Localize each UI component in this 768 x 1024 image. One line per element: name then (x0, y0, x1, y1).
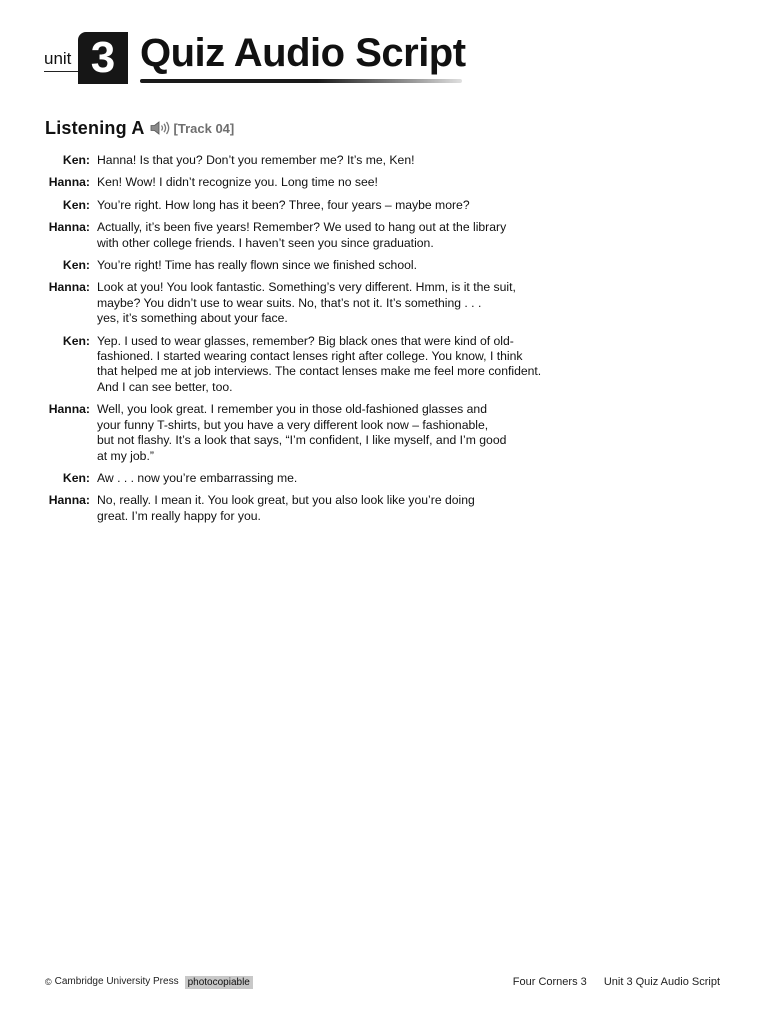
series-name: Four Corners 3 (512, 976, 587, 988)
speech-text (97, 153, 587, 168)
speech-text (97, 493, 587, 524)
dialogue-line (40, 471, 600, 486)
speech-text (97, 334, 587, 396)
speech-line: great. I’m really happy for you. (97, 508, 261, 523)
publisher-name: Cambridge University Press (54, 976, 179, 987)
speech-line: Ken! Wow! I didn’t recognize you. Long time no see! (97, 175, 378, 190)
speech-line: your funny T-shirts, but you have a very different look now – fashionable, (97, 417, 489, 432)
dialogue-line (40, 280, 600, 326)
copyright-symbol: © (45, 977, 52, 987)
dialogue-line (40, 334, 600, 396)
speech-line: with other college friends. I haven’t seen you since graduation. (97, 235, 434, 250)
photocopiable-badge: photocopiable (185, 976, 253, 989)
speaker-name: Ken: (62, 470, 90, 485)
speech-text (97, 402, 587, 464)
footer-copyright (45, 975, 253, 989)
speech-line: maybe? You didn’t use to wear suits. No, that’s not it. It’s something . . . (97, 295, 482, 310)
unit-label: unit (44, 49, 72, 68)
track-label: [Track 04] (173, 120, 235, 136)
speech-line: No, really. I mean it. You look great, but you also look like you’re doing (97, 493, 475, 508)
speaker-name: Ken: (62, 333, 90, 348)
speech-line: but not flashy. It’s a look that says, “I’m confident, I like myself, and I’m good (97, 433, 507, 448)
speech-line: Look at you! You look fantastic. Something’s very different. Hmm, is it the suit, (97, 280, 516, 295)
page-title: Quiz Audio Script (140, 31, 466, 75)
speaker-icon (149, 120, 171, 136)
page-header (44, 26, 464, 88)
section-title: Listening A (45, 117, 145, 138)
speech-line: Actually, it’s been five years! Remember? We used to hang out at the library (97, 220, 507, 235)
speech-line: fashioned. I started wearing contact lenses right after college. You know, I think (97, 349, 523, 364)
speech-text (97, 258, 587, 273)
dialogue-line (40, 402, 600, 464)
title-underline (140, 79, 462, 83)
unit-number-badge: 3 (78, 32, 128, 84)
speech-line: Well, you look great. I remember you in those old-fashioned glasses and (97, 402, 487, 417)
speech-text (97, 471, 587, 486)
dialogue-line (40, 220, 600, 251)
speech-text (97, 220, 587, 251)
section-heading (45, 116, 234, 140)
speaker-name: Ken: (62, 197, 90, 212)
unit-label-underline (44, 71, 78, 72)
dialogue-line (40, 258, 600, 273)
speaker-name: Hanna: (48, 280, 90, 295)
speech-line: And I can see better, too. (97, 379, 233, 394)
speech-line: yes, it’s something about your face. (97, 311, 288, 326)
dialogue-line (40, 153, 600, 168)
dialogue-line (40, 493, 600, 524)
dialogue (40, 153, 600, 531)
page-label: Unit 3 Quiz Audio Script (603, 976, 720, 988)
dialogue-line (40, 175, 600, 190)
speech-text (97, 280, 587, 326)
speech-line: at my job.” (97, 448, 154, 463)
speech-text (97, 198, 587, 213)
speech-text (97, 175, 587, 190)
footer-page-info (513, 975, 720, 989)
speech-line: Hanna! Is that you? Don’t you remember me? It’s me, Ken! (97, 153, 415, 167)
speech-line: You’re right. How long has it been? Three, four years – maybe more? (97, 197, 470, 212)
speaker-name: Hanna: (48, 493, 90, 508)
speech-line: Aw . . . now you’re embarrassing me. (97, 470, 298, 485)
speaker-name: Hanna: (48, 402, 90, 417)
speaker-name: Hanna: (48, 175, 90, 190)
speech-line: Yep. I used to wear glasses, remember? Big black ones that were kind of old- (97, 333, 514, 348)
speaker-name: Hanna: (48, 220, 90, 235)
speaker-name: Ken: (62, 153, 90, 167)
speaker-name: Ken: (62, 258, 90, 273)
speech-line: You’re right! Time has really flown since we finished school. (97, 258, 417, 273)
dialogue-line (40, 198, 600, 213)
speech-line: that helped me at job interviews. The contact lenses make me feel more confident. (97, 364, 542, 379)
